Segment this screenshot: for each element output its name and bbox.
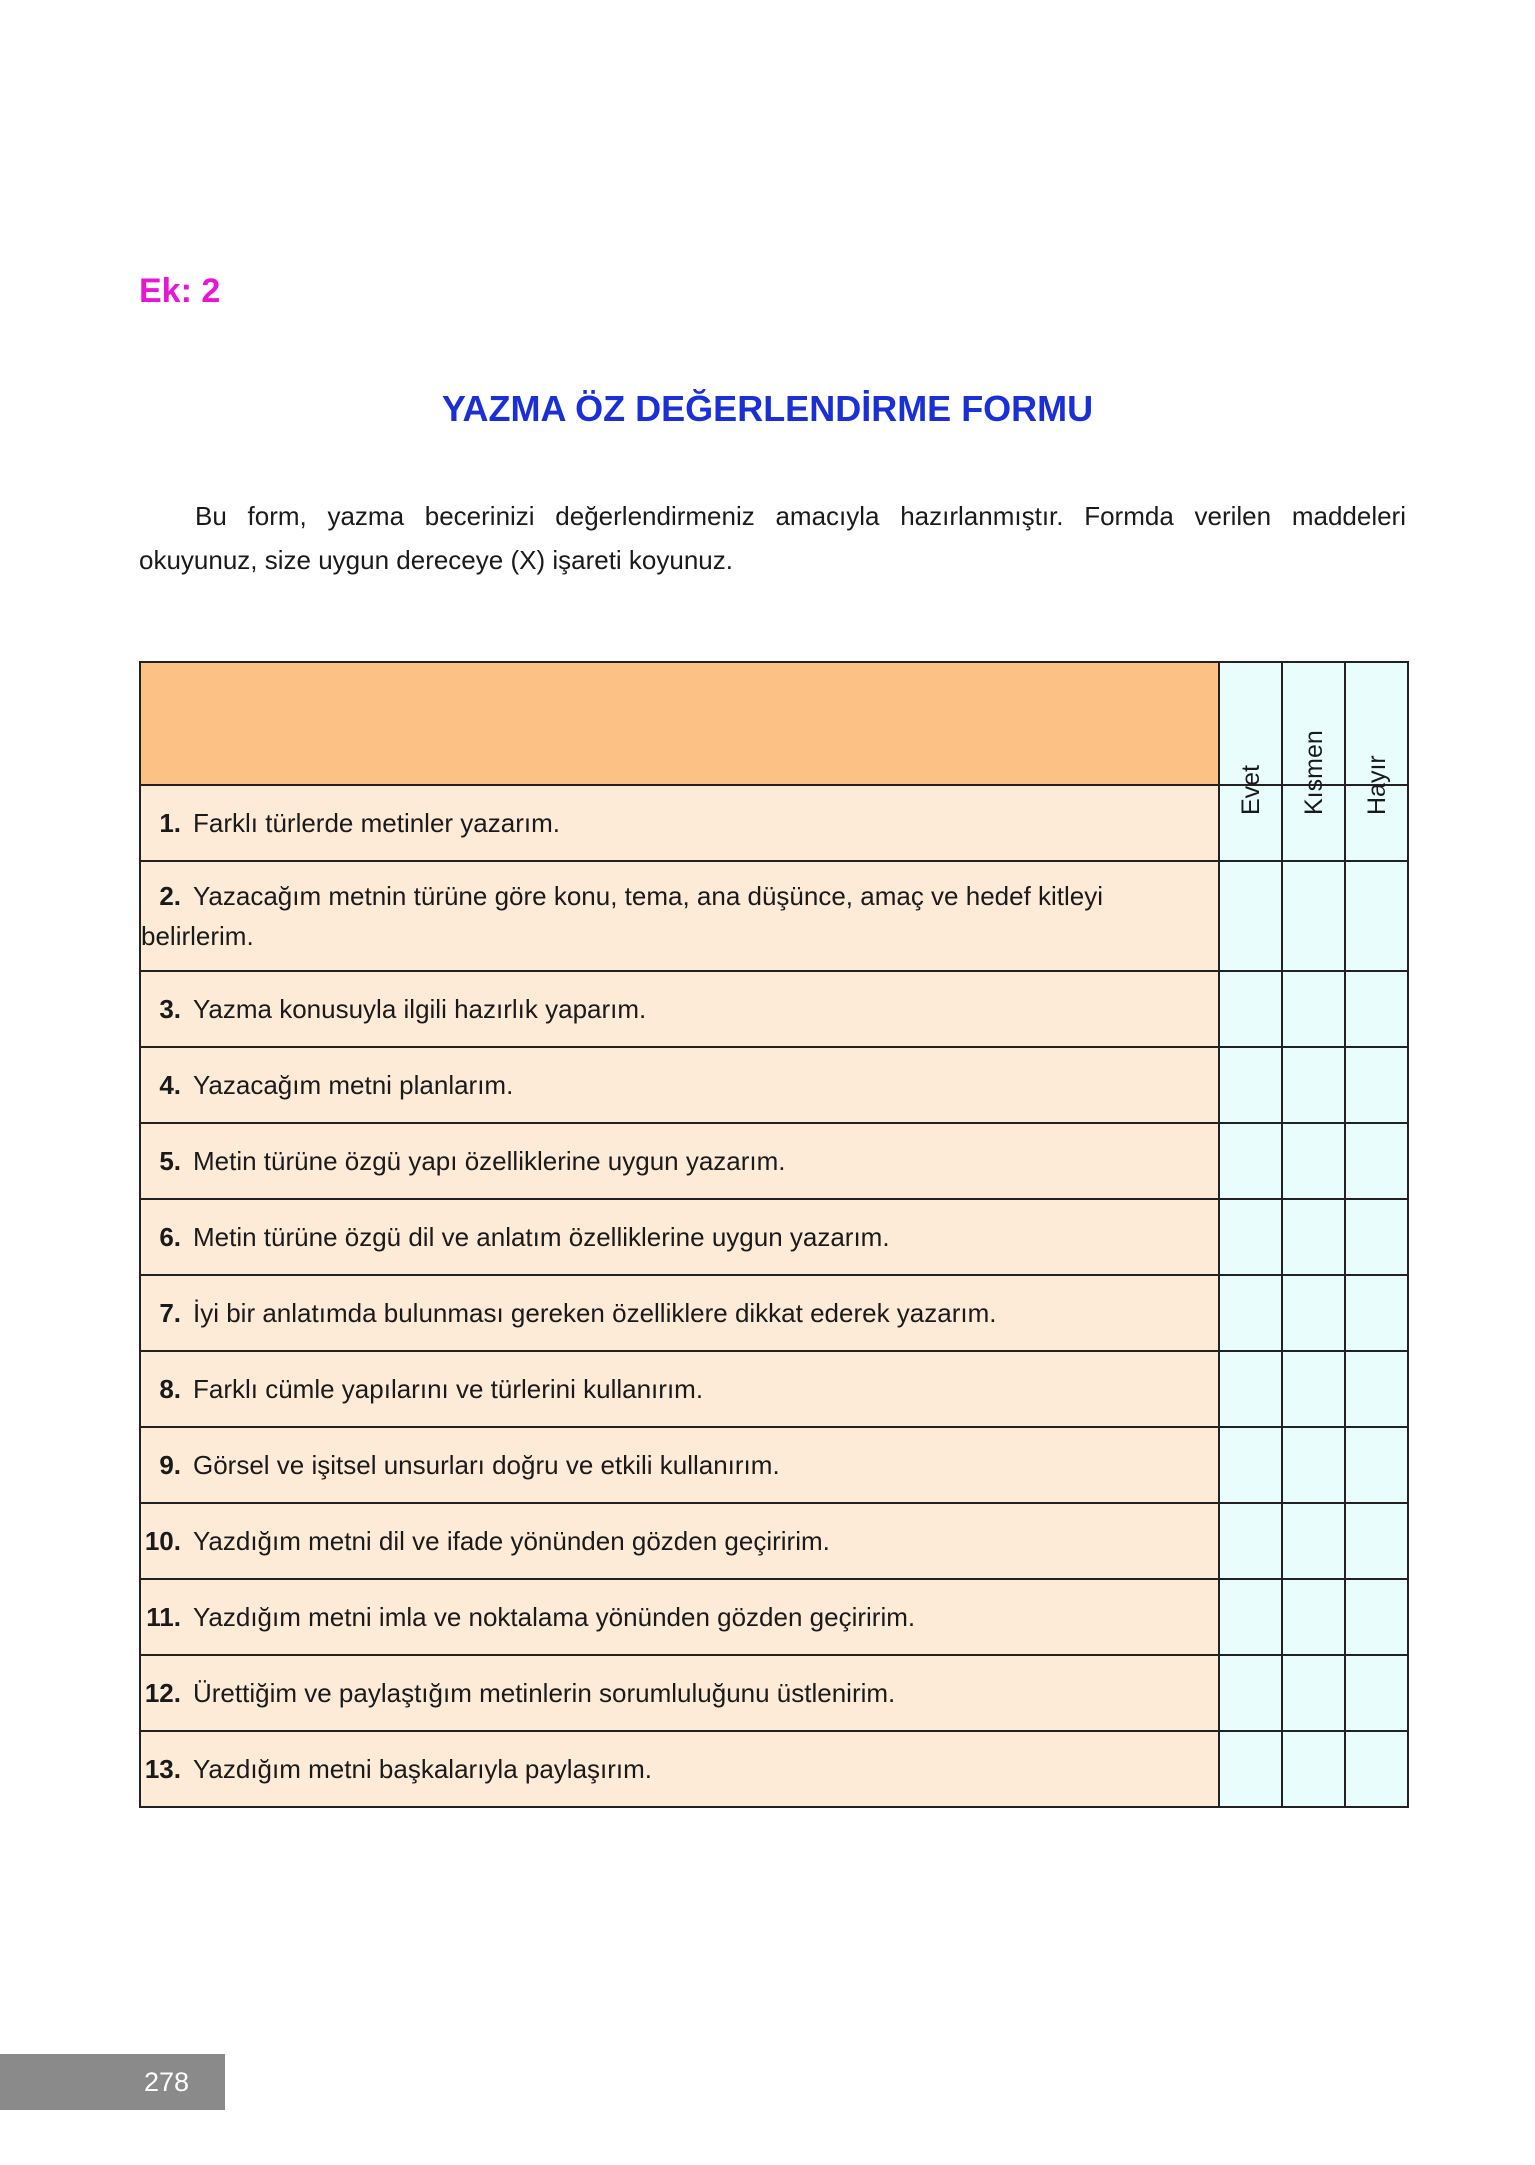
checkbox-kismen[interactable] [1282,971,1345,1047]
checkbox-hayir[interactable] [1345,1047,1408,1123]
column-label-evet: Evet [1236,764,1265,815]
checkbox-kismen[interactable] [1282,1579,1345,1655]
statement-number: 12. [144,1678,181,1708]
checkbox-hayir[interactable] [1345,1427,1408,1503]
statement-cell [140,1427,1219,1503]
table-row [140,861,1408,971]
statement-text: Görsel ve işitsel unsurları doğru ve etkili kullanırım. [193,1450,780,1480]
checkbox-evet[interactable] [1219,1123,1282,1199]
statement-text: Ürettiğim ve paylaştığım metinlerin sorumluluğunu üstlenirim. [193,1678,896,1708]
statement-cell [140,1503,1219,1579]
statement-number: 1. [159,808,181,838]
page-number: 278 [0,2054,225,2110]
checkbox-kismen[interactable] [1282,861,1345,971]
checkbox-evet[interactable] [1219,1579,1282,1655]
checkbox-kismen[interactable] [1282,1731,1345,1807]
checkbox-kismen[interactable] [1282,1427,1345,1503]
statement-number: 9. [159,1450,181,1480]
checkbox-hayir[interactable] [1345,971,1408,1047]
table-row [140,1047,1408,1123]
checkbox-evet[interactable] [1219,1047,1282,1123]
statement-text: Yazacağım metni planlarım. [193,1070,514,1100]
statement-cell [140,1275,1219,1351]
checkbox-kismen[interactable] [1282,1503,1345,1579]
table-row [140,1351,1408,1427]
statement-text: Yazacağım metnin türüne göre konu, tema, ana düşünce, amaç ve hedef kitleyi belirlerim. [141,881,1104,951]
statement-number: 5. [159,1146,181,1176]
column-header-hayir [1345,662,1408,815]
checkbox-evet[interactable] [1219,1351,1282,1427]
checkbox-hayir[interactable] [1345,1731,1408,1807]
checkbox-hayir[interactable] [1345,1199,1408,1275]
checkbox-evet[interactable] [1219,971,1282,1047]
checkbox-kismen[interactable] [1282,1199,1345,1275]
table-header-row [140,662,1408,785]
page-title: YAZMA ÖZ DEĞERLENDİRME FORMU [441,388,1094,429]
table-row [140,1199,1408,1275]
table-row [140,1123,1408,1199]
checkbox-kismen[interactable] [1282,1275,1345,1351]
statement-text: Yazdığım metni başkalarıyla paylaşırım. [193,1754,653,1784]
column-label-kismen: Kısmen [1299,730,1328,815]
statement-number: 2. [159,881,181,911]
checkbox-kismen[interactable] [1282,1351,1345,1427]
statement-number: 4. [159,1070,181,1100]
statement-text: Yazdığım metni dil ve ifade yönünden gözden geçiririm. [193,1526,830,1556]
table-row [140,1275,1408,1351]
statement-number: 11. [146,1602,181,1632]
checkbox-hayir[interactable] [1345,1655,1408,1731]
statement-cell [140,1047,1219,1123]
self-assessment-table [139,661,1409,1808]
statement-text: Yazma konusuyla ilgili hazırlık yaparım. [193,994,647,1024]
table-row [140,1427,1408,1503]
column-label-hayir: Hayır [1362,755,1391,815]
checkbox-hayir[interactable] [1345,1123,1408,1199]
checkbox-kismen[interactable] [1282,1047,1345,1123]
statement-number: 8. [159,1374,181,1404]
statement-cell [140,1579,1219,1655]
statement-text: Farklı türlerde metinler yazarım. [193,808,560,838]
checkbox-hayir[interactable] [1345,861,1408,971]
checkbox-hayir[interactable] [1345,1351,1408,1427]
column-header-evet [1219,662,1282,815]
checkbox-hayir[interactable] [1345,1275,1408,1351]
statement-text: Metin türüne özgü dil ve anlatım özelliklerine uygun yazarım. [193,1222,890,1252]
header-blank-cell [140,662,1219,785]
checkbox-evet[interactable] [1219,1275,1282,1351]
statement-cell [140,1123,1219,1199]
checkbox-evet[interactable] [1219,1655,1282,1731]
statement-text: Yazdığım metni imla ve noktalama yönünden gözden geçiririm. [193,1602,916,1632]
checkbox-evet[interactable] [1219,861,1282,971]
checkbox-evet[interactable] [1219,1427,1282,1503]
checkbox-evet[interactable] [1219,1199,1282,1275]
statement-number: 3. [159,994,181,1024]
intro-paragraph: Bu form, yazma becerinizi değerlendirmeniz amacıyla hazırlanmıştır. Formda verilen maddeleri okuyunuz, size uygun dereceye (X) işareti koyunuz. [139,501,1406,575]
statement-cell [140,861,1219,971]
checkbox-hayir[interactable] [1345,1579,1408,1655]
statement-cell [140,785,1219,861]
statement-number: 6. [159,1222,181,1252]
table-row [140,1579,1408,1655]
checkbox-evet[interactable] [1219,1731,1282,1807]
statement-number: 7. [159,1298,181,1328]
statement-cell [140,1351,1219,1427]
table-row [140,971,1408,1047]
statement-number: 10. [144,1526,181,1556]
table-row [140,1655,1408,1731]
statement-cell [140,1731,1219,1807]
checkbox-evet[interactable] [1219,1503,1282,1579]
statement-text: İyi bir anlatımda bulunması gereken özelliklere dikkat ederek yazarım. [193,1298,997,1328]
statement-text: Farklı cümle yapılarını ve türlerini kullanırım. [193,1374,704,1404]
table-row [140,785,1408,861]
checkbox-kismen[interactable] [1282,1655,1345,1731]
statement-text: Metin türüne özgü yapı özelliklerine uygun yazarım. [193,1146,786,1176]
table-row [140,1731,1408,1807]
table-row [140,1503,1408,1579]
statement-cell [140,971,1219,1047]
statement-cell [140,1199,1219,1275]
checkbox-kismen[interactable] [1282,1123,1345,1199]
checkbox-hayir[interactable] [1345,1503,1408,1579]
appendix-label: Ek: 2 [139,272,221,310]
statement-cell [140,1655,1219,1731]
statement-number: 13. [144,1754,181,1784]
column-header-kismen [1282,662,1345,815]
